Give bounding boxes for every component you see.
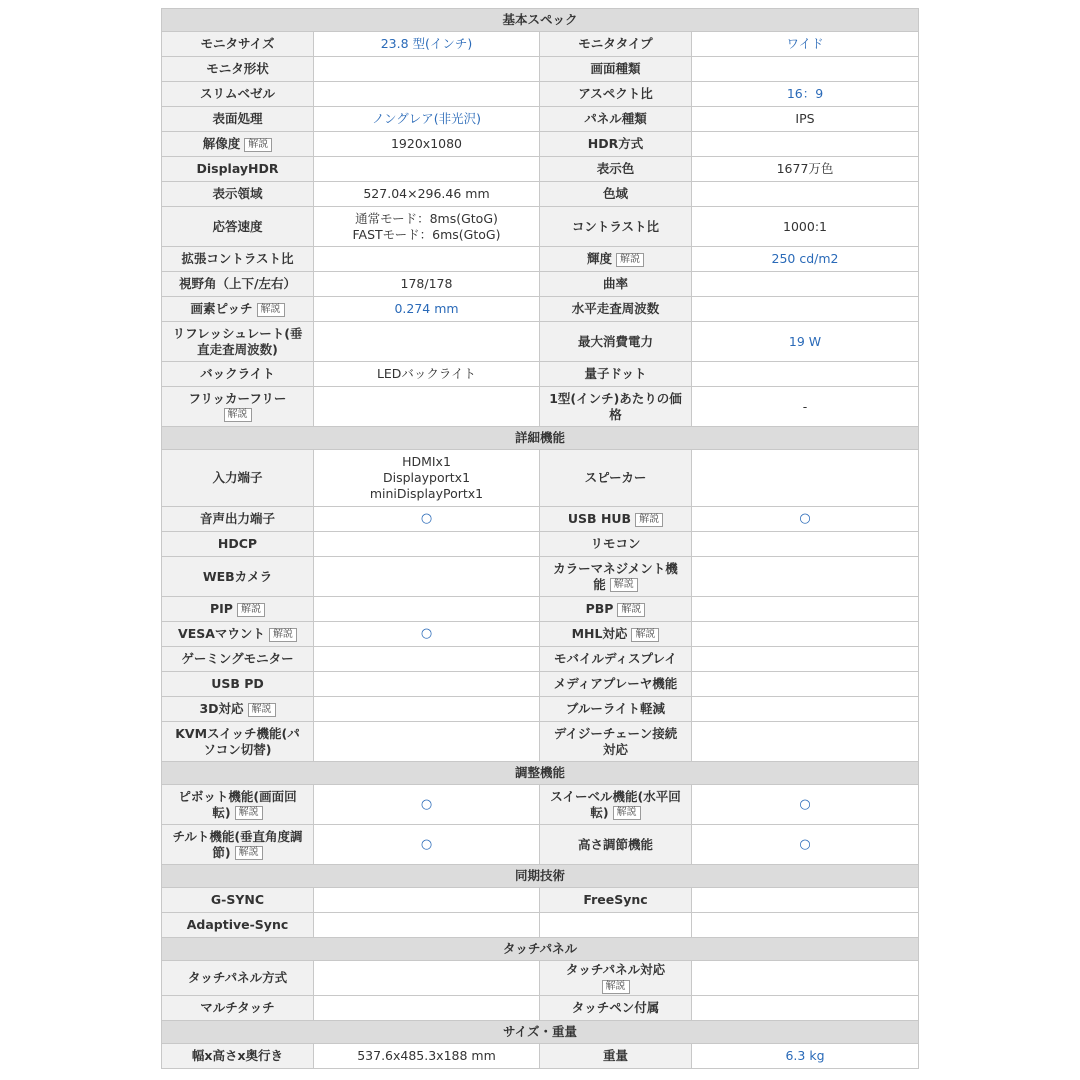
- value-pip: [314, 597, 540, 622]
- label-weight: 重量: [540, 1044, 692, 1069]
- label-media-player: メディアプレーヤ機能: [540, 672, 692, 697]
- label-flicker-free-text: フリッカーフリー: [188, 390, 287, 406]
- value-color-mgmt: [692, 557, 919, 597]
- label-max-power: 最大消費電力: [540, 322, 692, 362]
- label-response: 応答速度: [162, 207, 314, 247]
- label-audio-out: 音声出力端子: [162, 507, 314, 532]
- section-header-size: サイズ・重量: [162, 1021, 919, 1044]
- value-3d: [314, 697, 540, 722]
- empty-cell: [692, 913, 919, 938]
- explain-button-resolution[interactable]: 解説: [244, 138, 272, 152]
- label-color-mgmt-line1: カラーマネジメント機: [553, 560, 678, 576]
- label-tilt: [162, 825, 314, 865]
- value-freesync: [692, 888, 919, 913]
- label-swivel-line1: スイーベル機能(水平回: [550, 788, 681, 804]
- value-aspect[interactable]: 16：9: [692, 82, 919, 107]
- label-quantum-dot: 量子ドット: [540, 362, 692, 387]
- label-brightness-text: 輝度: [586, 251, 612, 266]
- value-mhl: [692, 622, 919, 647]
- label-adaptive-sync: Adaptive-Sync: [162, 913, 314, 938]
- label-swivel: [540, 785, 692, 825]
- value-blue-light: [692, 697, 919, 722]
- label-inputs: 入力端子: [162, 450, 314, 507]
- label-vesa: [162, 622, 314, 647]
- label-hdcp: HDCP: [162, 532, 314, 557]
- value-touch-method: [314, 961, 540, 996]
- explain-button-pixel-pitch[interactable]: 解説: [257, 303, 285, 317]
- label-tilt-line1: チルト機能(垂直角度調: [172, 828, 303, 844]
- label-colors: 表示色: [540, 157, 692, 182]
- value-gsync: [314, 888, 540, 913]
- label-vesa-text: VESAマウント: [178, 626, 265, 641]
- label-pip-text: PIP: [210, 601, 233, 616]
- label-backlight: バックライト: [162, 362, 314, 387]
- label-webcam: WEBカメラ: [162, 557, 314, 597]
- label-3d: [162, 697, 314, 722]
- value-colors: 1677万色: [692, 157, 919, 182]
- label-pivot-line1: ピボット機能(画面回: [178, 788, 297, 804]
- label-pbp-text: PBP: [585, 601, 614, 616]
- value-height-circle: ○: [692, 825, 919, 865]
- label-swivel-line2: 転): [590, 804, 609, 820]
- label-displayhdr: DisplayHDR: [162, 157, 314, 182]
- label-color-mgmt: [540, 557, 692, 597]
- label-price-per-inch: 1型(インチ)あたりの価 格: [540, 387, 692, 427]
- value-monitor-shape: [314, 57, 540, 82]
- value-audio-out-circle: ○: [314, 507, 540, 532]
- value-mobile: [692, 647, 919, 672]
- label-pixel-pitch-text: 画素ピッチ: [190, 301, 253, 316]
- value-hdcp: [314, 532, 540, 557]
- explain-button-mhl[interactable]: 解説: [631, 628, 659, 642]
- value-h-freq: [692, 297, 919, 322]
- label-daisy-chain: デイジーチェーン接続 対応: [540, 722, 692, 762]
- label-speaker: スピーカー: [540, 450, 692, 507]
- explain-button-usb-hub[interactable]: 解説: [635, 513, 663, 527]
- label-remote: リモコン: [540, 532, 692, 557]
- value-response: 通常モード：8ms(GtoG) FASTモード：6ms(GtoG): [314, 207, 540, 247]
- label-pivot-line2: 転): [212, 804, 231, 820]
- label-panel: パネル種類: [540, 107, 692, 132]
- label-monitor-size: モニタサイズ: [162, 32, 314, 57]
- value-pivot-circle: ○: [314, 785, 540, 825]
- label-gaming: ゲーミングモニター: [162, 647, 314, 672]
- label-multitouch: マルチタッチ: [162, 996, 314, 1021]
- value-displayhdr: [314, 157, 540, 182]
- value-weight[interactable]: 6.3 kg: [692, 1044, 919, 1069]
- label-color-mgmt-line2: 能: [593, 576, 606, 592]
- value-price-per-inch: -: [692, 387, 919, 427]
- value-slim-bezel: [314, 82, 540, 107]
- explain-button-flicker-free[interactable]: 解説: [224, 408, 252, 422]
- label-touch-method: タッチパネル方式: [162, 961, 314, 996]
- explain-button-3d[interactable]: 解説: [248, 703, 276, 717]
- explain-button-color-mgmt[interactable]: 解説: [610, 578, 638, 592]
- label-aspect: アスペクト比: [540, 82, 692, 107]
- label-usb-pd: USB PD: [162, 672, 314, 697]
- explain-button-brightness[interactable]: 解説: [616, 253, 644, 267]
- label-touch-support-text: タッチパネル対応: [565, 962, 666, 977]
- value-daisy-chain: [692, 722, 919, 762]
- label-touch-pen: タッチペン付属: [540, 996, 692, 1021]
- value-vesa-circle: ○: [314, 622, 540, 647]
- value-brightness[interactable]: 250 cd/m2: [692, 247, 919, 272]
- explain-button-swivel[interactable]: 解説: [613, 806, 641, 820]
- label-flicker-free: [162, 387, 314, 427]
- value-quantum-dot: [692, 362, 919, 387]
- label-surface: 表面処理: [162, 107, 314, 132]
- label-gamut: 色域: [540, 182, 692, 207]
- explain-button-touch-support[interactable]: 解説: [602, 980, 630, 994]
- value-remote: [692, 532, 919, 557]
- label-slim-bezel: スリムベゼル: [162, 82, 314, 107]
- label-curvature: 曲率: [540, 272, 692, 297]
- empty-cell: [540, 913, 692, 938]
- label-brightness: [540, 247, 692, 272]
- value-screen-kind: [692, 57, 919, 82]
- label-hdr: HDR方式: [540, 132, 692, 157]
- value-panel: IPS: [692, 107, 919, 132]
- value-dimensions: 537.6x485.3x188 mm: [314, 1044, 540, 1069]
- value-multitouch: [314, 996, 540, 1021]
- label-pbp: [540, 597, 692, 622]
- section-header-touch: タッチパネル: [162, 938, 919, 961]
- value-adaptive-sync: [314, 913, 540, 938]
- label-mhl-text: MHL対応: [571, 626, 628, 641]
- value-display-area: 527.04×296.46 mm: [314, 182, 540, 207]
- value-monitor-type[interactable]: ワイド: [692, 32, 919, 57]
- label-ext-contrast: 拡張コントラスト比: [162, 247, 314, 272]
- label-mhl: [540, 622, 692, 647]
- value-pbp: [692, 597, 919, 622]
- section-header-sync: 同期技術: [162, 865, 919, 888]
- label-usb-hub-text: USB HUB: [567, 511, 632, 526]
- explain-button-pbp[interactable]: 解説: [617, 603, 645, 617]
- label-tilt-line2: 節): [212, 844, 231, 860]
- label-pixel-pitch: [162, 297, 314, 322]
- label-screen-kind: 画面種類: [540, 57, 692, 82]
- value-gamut: [692, 182, 919, 207]
- value-curvature: [692, 272, 919, 297]
- label-usb-hub: [540, 507, 692, 532]
- label-pip: [162, 597, 314, 622]
- label-display-area: 表示領域: [162, 182, 314, 207]
- value-ext-contrast: [314, 247, 540, 272]
- value-surface[interactable]: ノングレア(非光沢): [314, 107, 540, 132]
- value-media-player: [692, 672, 919, 697]
- label-pivot: [162, 785, 314, 825]
- value-max-power[interactable]: 19 W: [692, 322, 919, 362]
- label-gsync: G-SYNC: [162, 888, 314, 913]
- value-tilt-circle: ○: [314, 825, 540, 865]
- label-mobile: モバイルディスプレイ: [540, 647, 692, 672]
- value-webcam: [314, 557, 540, 597]
- value-contrast: 1000:1: [692, 207, 919, 247]
- section-header-detail: 詳細機能: [162, 427, 919, 450]
- value-speaker: [692, 450, 919, 507]
- label-freesync: FreeSync: [540, 888, 692, 913]
- value-touch-support: [692, 961, 919, 996]
- label-monitor-shape: モニタ形状: [162, 57, 314, 82]
- value-pixel-pitch[interactable]: 0.274 mm: [314, 297, 540, 322]
- value-gaming: [314, 647, 540, 672]
- label-dimensions: 幅x高さx奥行き: [162, 1044, 314, 1069]
- value-kvm: [314, 722, 540, 762]
- value-backlight: LEDバックライト: [314, 362, 540, 387]
- label-touch-support: [540, 961, 692, 996]
- explain-button-pip[interactable]: 解説: [237, 603, 265, 617]
- label-h-freq: 水平走査周波数: [540, 297, 692, 322]
- value-monitor-size[interactable]: 23.8 型(インチ): [314, 32, 540, 57]
- label-3d-text: 3D対応: [199, 701, 244, 716]
- label-blue-light: ブルーライト軽減: [540, 697, 692, 722]
- label-refresh: リフレッシュレート(垂 直走査周波数): [162, 322, 314, 362]
- spec-table: [161, 8, 919, 1069]
- value-resolution: 1920x1080: [314, 132, 540, 157]
- section-header-adjust: 調整機能: [162, 762, 919, 785]
- value-touch-pen: [692, 996, 919, 1021]
- value-swivel-circle: ○: [692, 785, 919, 825]
- value-refresh: [314, 322, 540, 362]
- value-viewing-angle: 178/178: [314, 272, 540, 297]
- label-resolution-text: 解像度: [202, 136, 241, 151]
- explain-button-tilt[interactable]: 解説: [235, 846, 263, 860]
- section-header-basic: 基本スペック: [162, 9, 919, 32]
- explain-button-vesa[interactable]: 解説: [269, 628, 297, 642]
- value-usb-hub-circle: ○: [692, 507, 919, 532]
- value-usb-pd: [314, 672, 540, 697]
- label-resolution: [162, 132, 314, 157]
- label-kvm: KVMスイッチ機能(パ ソコン切替): [162, 722, 314, 762]
- explain-button-pivot[interactable]: 解説: [235, 806, 263, 820]
- label-viewing-angle: 視野角（上下/左右）: [162, 272, 314, 297]
- value-inputs: HDMIx1 Displayportx1 miniDisplayPortx1: [314, 450, 540, 507]
- label-monitor-type: モニタタイプ: [540, 32, 692, 57]
- value-hdr: [692, 132, 919, 157]
- label-height: 高さ調節機能: [540, 825, 692, 865]
- value-flicker-free: [314, 387, 540, 427]
- label-contrast: コントラスト比: [540, 207, 692, 247]
